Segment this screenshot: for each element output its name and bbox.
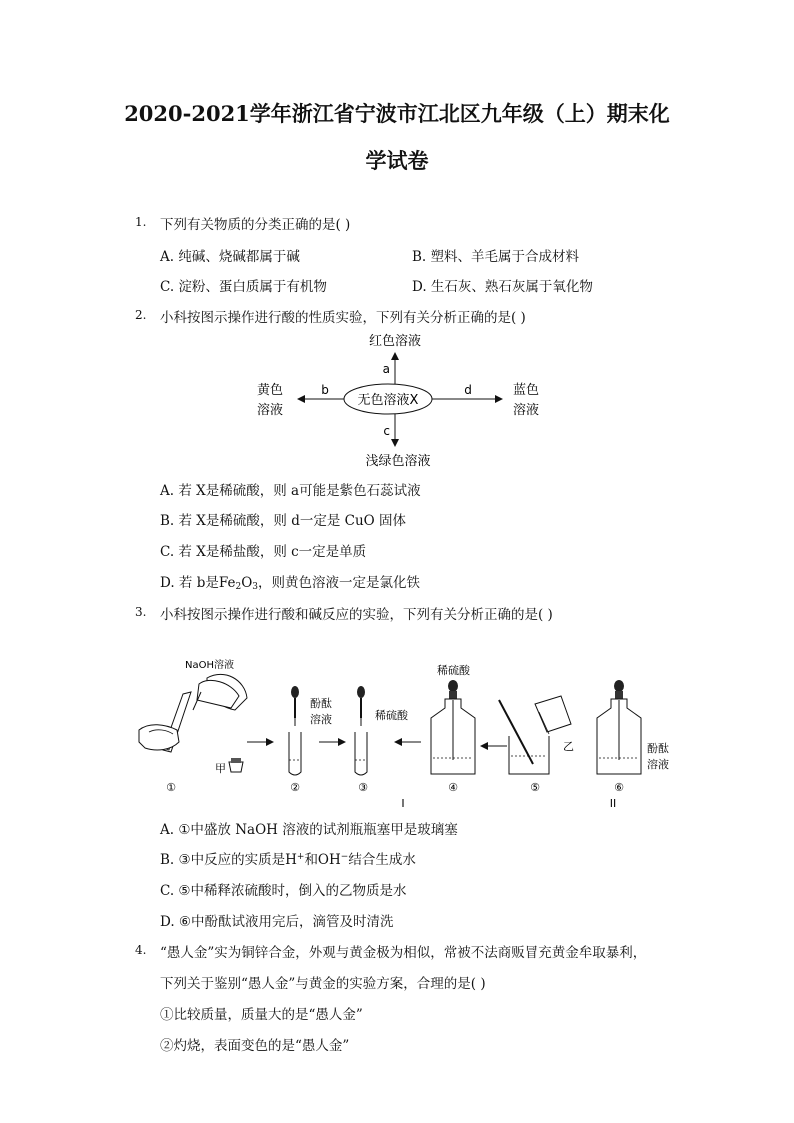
option-b: B. 塑料、羊毛属于合成材料 [412, 249, 580, 265]
question-number: 2. [135, 308, 147, 322]
label-left-1: 黄色 [256, 383, 284, 398]
label-rongye-1: 溶液 [310, 713, 332, 726]
question-number: 3. [135, 605, 147, 619]
label-n6: ⑥ [614, 781, 624, 794]
experiment-figure [135, 652, 675, 812]
reaction-diagram [240, 326, 560, 476]
label-d: d [464, 383, 472, 397]
label-bottom: 浅绿色溶液 [365, 454, 431, 469]
option-c: C. 淀粉、蛋白质属于有机物 [160, 279, 327, 295]
label-n5: ⑤ [530, 781, 540, 794]
option-b: B. ③中反应的实质是H+和OH−结合生成水 [160, 852, 416, 868]
label-rongye-2: 溶液 [647, 758, 669, 771]
label-c: c [383, 424, 390, 438]
label-n4: ④ [448, 781, 458, 794]
label-roman-2: II [609, 797, 617, 810]
option-a: A. ①中盛放 NaOH 溶液的试剂瓶瓶塞甲是玻璃塞 [160, 822, 458, 838]
question-text: 小科按图示操作进行酸的性质实验，下列有关分析正确的是( ) [160, 310, 526, 326]
label-xiliusuan-1: 稀硫酸 [375, 709, 408, 722]
question-text: 下列有关物质的分类正确的是( ) [160, 217, 351, 233]
question-text-line-1: “愚人金”实为铜锌合金，外观与黄金极为相似，常被不法商贩冒充黄金牟取暴利， [160, 945, 647, 961]
question-text-line-2: 下列关于鉴别“愚人金”与黄金的实验方案，合理的是( ) [160, 976, 486, 992]
option-a: A. 纯碱、烧碱都属于碱 [160, 249, 300, 265]
label-jia: 甲 [215, 762, 226, 775]
label-yi: 乙 [563, 740, 574, 753]
option-d: D. ⑥中酚酞试液用完后，滴管及时清洗 [160, 914, 394, 930]
label-fentai-1: 酚酞 [310, 697, 332, 710]
document-title-line1: 2020-2021学年浙江省宁波市江北区九年级（上）期末化 [124, 101, 670, 126]
label-naoh: NaOH溶液 [185, 660, 234, 671]
label-right-2: 溶液 [512, 403, 540, 418]
question-number: 1. [135, 215, 147, 229]
document-title-line2: 学试卷 [365, 148, 429, 173]
label-top: 红色溶液 [368, 334, 422, 349]
label-fentai-2: 酚酞 [647, 742, 669, 755]
option-d: D. 生石灰、熟石灰属于氧化物 [412, 279, 593, 295]
question-number: 4. [135, 943, 147, 957]
option-a: A. 若 X是稀硫酸，则 a可能是紫色石蕊试液 [160, 483, 421, 499]
option-c: C. ⑤中稀释浓硫酸时，倒入的乙物质是水 [160, 883, 407, 899]
label-n2: ② [290, 781, 300, 794]
label-b: b [321, 383, 329, 397]
label-n1: ① [166, 781, 176, 794]
option-d: D. 若 b是$Fe_2O_3$，则黄色溶液一定是氯化铁 [160, 575, 421, 592]
statement-1: ①比较质量，质量大的是“愚人金” [160, 1007, 363, 1023]
option-c: C. 若 X是稀盐酸，则 c一定是单质 [160, 544, 367, 560]
question-text: 小科按图示操作进行酸和碱反应的实验，下列有关分析正确的是( ) [160, 607, 553, 623]
label-n3: ③ [358, 781, 368, 794]
label-a: a [382, 362, 390, 376]
option-b: B. 若 X是稀硫酸，则 d一定是 CuO 固体 [160, 513, 407, 529]
label-left-2: 溶液 [256, 403, 284, 418]
label-xiliusuan-2: 稀硫酸 [437, 664, 470, 677]
label-right-1: 蓝色 [512, 383, 540, 398]
center-label: 无色溶液X [357, 393, 419, 408]
statement-2: ②灼烧，表面变色的是“愚人金” [160, 1038, 350, 1054]
label-roman-1: I [401, 797, 405, 810]
